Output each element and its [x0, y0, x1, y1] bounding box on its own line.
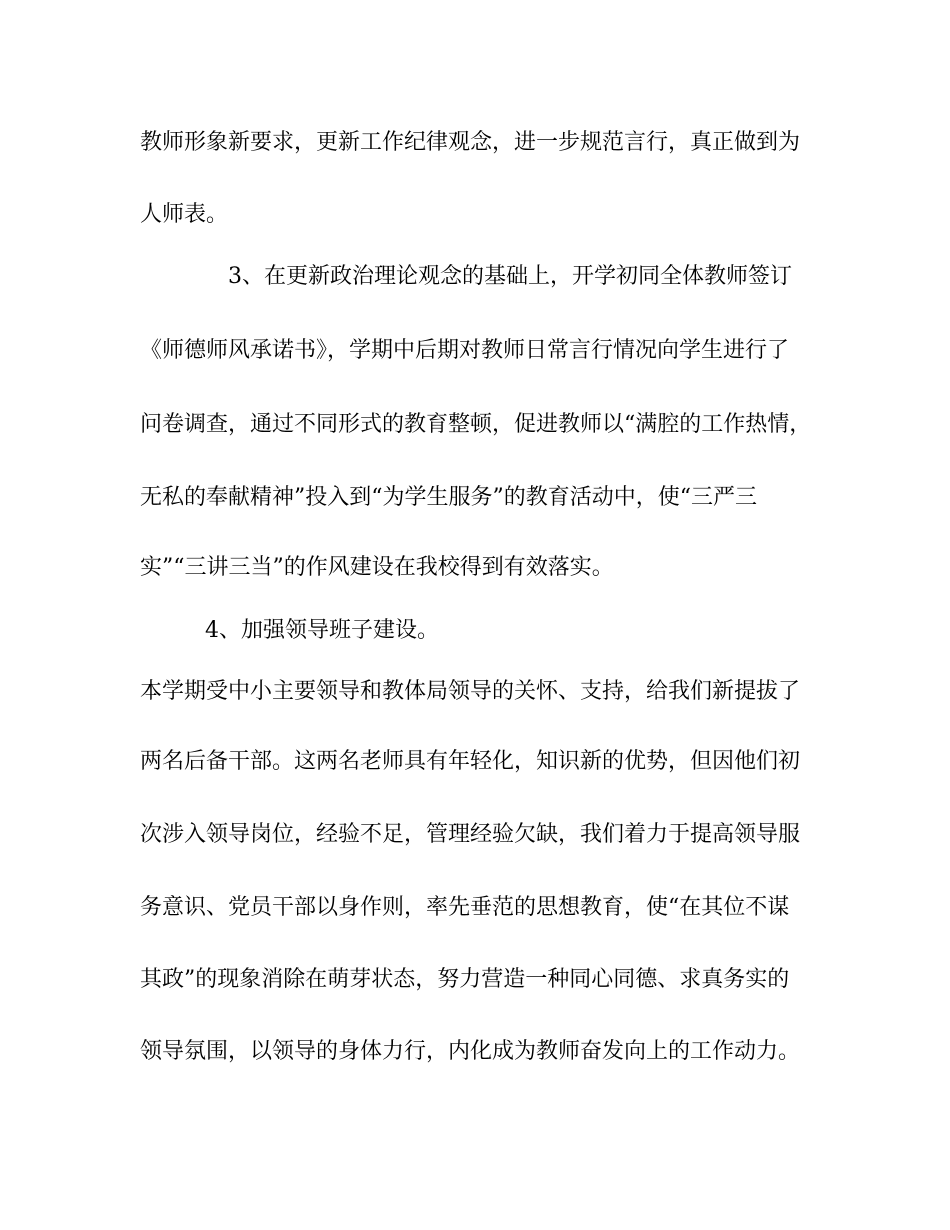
paragraph-line: 领导氛围，以领导的身体力行，内化成为教师奋发向上的工作动力。	[140, 1039, 801, 1064]
paragraph-line: 4、加强领导班子建设。	[205, 618, 439, 643]
paragraph-line: 《师德师风承诺书》，学期中后期对教师日常言行情况向学生进行了	[140, 338, 790, 363]
paragraph-line: 其政”的现象消除在萌芽状态，努力营造一种同心同德、求真务实的	[140, 967, 790, 992]
paragraph-line: 3、在更新政治理论观念的基础上，开学初同全体教师签订	[228, 264, 792, 289]
paragraph-line: 无私的奉献精神”投入到“为学生服务”的教育活动中，使“三严三	[140, 485, 757, 510]
paragraph-line: 实”“三讲三当”的作风建设在我校得到有效落实。	[140, 555, 614, 580]
paragraph-line: 本学期受中小主要领导和教体局领导的关怀、支持，给我们新提拔了	[140, 679, 801, 704]
paragraph-line: 务意识、党员干部以身作则，率先垂范的思想教育，使“在其位不谋	[140, 895, 790, 920]
paragraph-line: 问卷调查，通过不同形式的教育整顿，促进教师以“满腔的工作热情，	[140, 412, 812, 437]
paragraph-line: 人师表。	[140, 202, 229, 227]
paragraph-line: 次涉入领导岗位，经验不足，管理经验欠缺，我们着力于提高领导服	[140, 822, 801, 847]
paragraph-line: 教师形象新要求，更新工作纪律观念，进一步规范言行，真正做到为	[140, 130, 801, 155]
paragraph-line: 两名后备干部。这两名老师具有年轻化，知识新的优势，但因他们初	[140, 749, 801, 774]
